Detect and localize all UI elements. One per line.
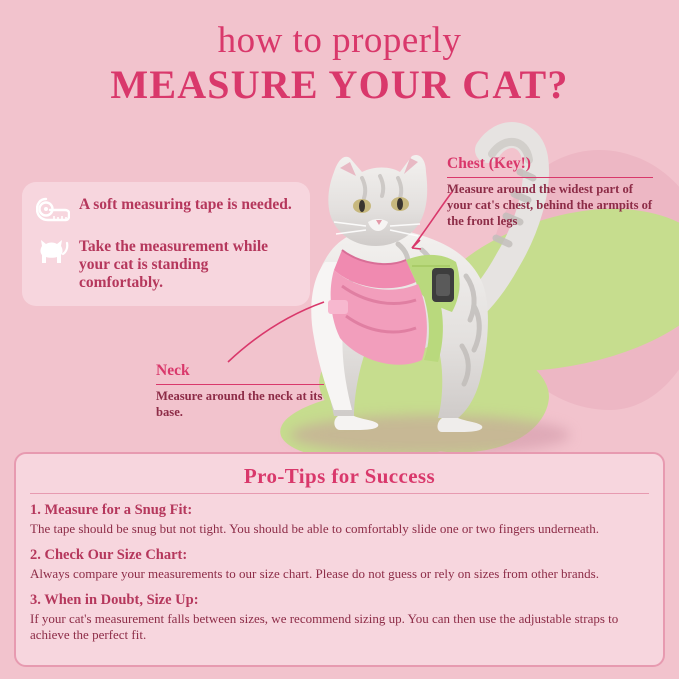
annotation-neck-rule — [156, 384, 324, 385]
annotation-chest-body: Measure around the widest part of your cat's chest, behind the armpits of the front legs — [447, 182, 653, 228]
tip-body: The tape should be snug but not tight. You should be able to comfortably slide one or two fingers underneath. — [30, 521, 600, 536]
pro-tips-divider — [30, 493, 649, 494]
headline-line-2: MEASURE YOUR CAT? — [110, 62, 569, 107]
annotation-neck-body: Measure around the neck at its base. — [156, 389, 323, 419]
tip-body: Always compare your measurements to our size chart. Please do not guess or rely on sizes from other brands. — [30, 565, 599, 581]
prep-item-text: A soft measuring tape is needed. — [79, 196, 292, 213]
pro-tips-title: Pro-Tips for Success — [243, 464, 436, 488]
prep-item-text: Take the measurement while your cat is standing comfortably. — [79, 238, 269, 291]
cat-icon — [36, 238, 70, 268]
tip-body: If your cat's measurement falls between sizes, we recommend sizing up. You can then use the adjustable straps to achieve the perfect fit. — [30, 610, 619, 642]
headline-line-1: how to properly — [217, 20, 462, 61]
annotation-chest — [447, 155, 659, 230]
pro-tips-panel — [14, 452, 665, 667]
annotation-chest-title: Chest (Key!) — [447, 155, 531, 172]
prep-item — [36, 238, 294, 292]
tip-heading: 3. When in Doubt, Size Up: — [30, 591, 199, 608]
measuring-tape-icon — [36, 196, 70, 226]
tip-heading: 1. Measure for a Snug Fit: — [30, 502, 193, 518]
prep-item — [36, 196, 294, 226]
annotation-neck-title: Neck — [156, 362, 190, 379]
page-title — [0, 22, 679, 105]
tip-heading: 2. Check Our Size Chart: — [30, 546, 188, 563]
preparation-tips-card — [22, 182, 310, 306]
annotation-chest-rule — [447, 177, 653, 178]
annotation-neck — [156, 362, 331, 421]
